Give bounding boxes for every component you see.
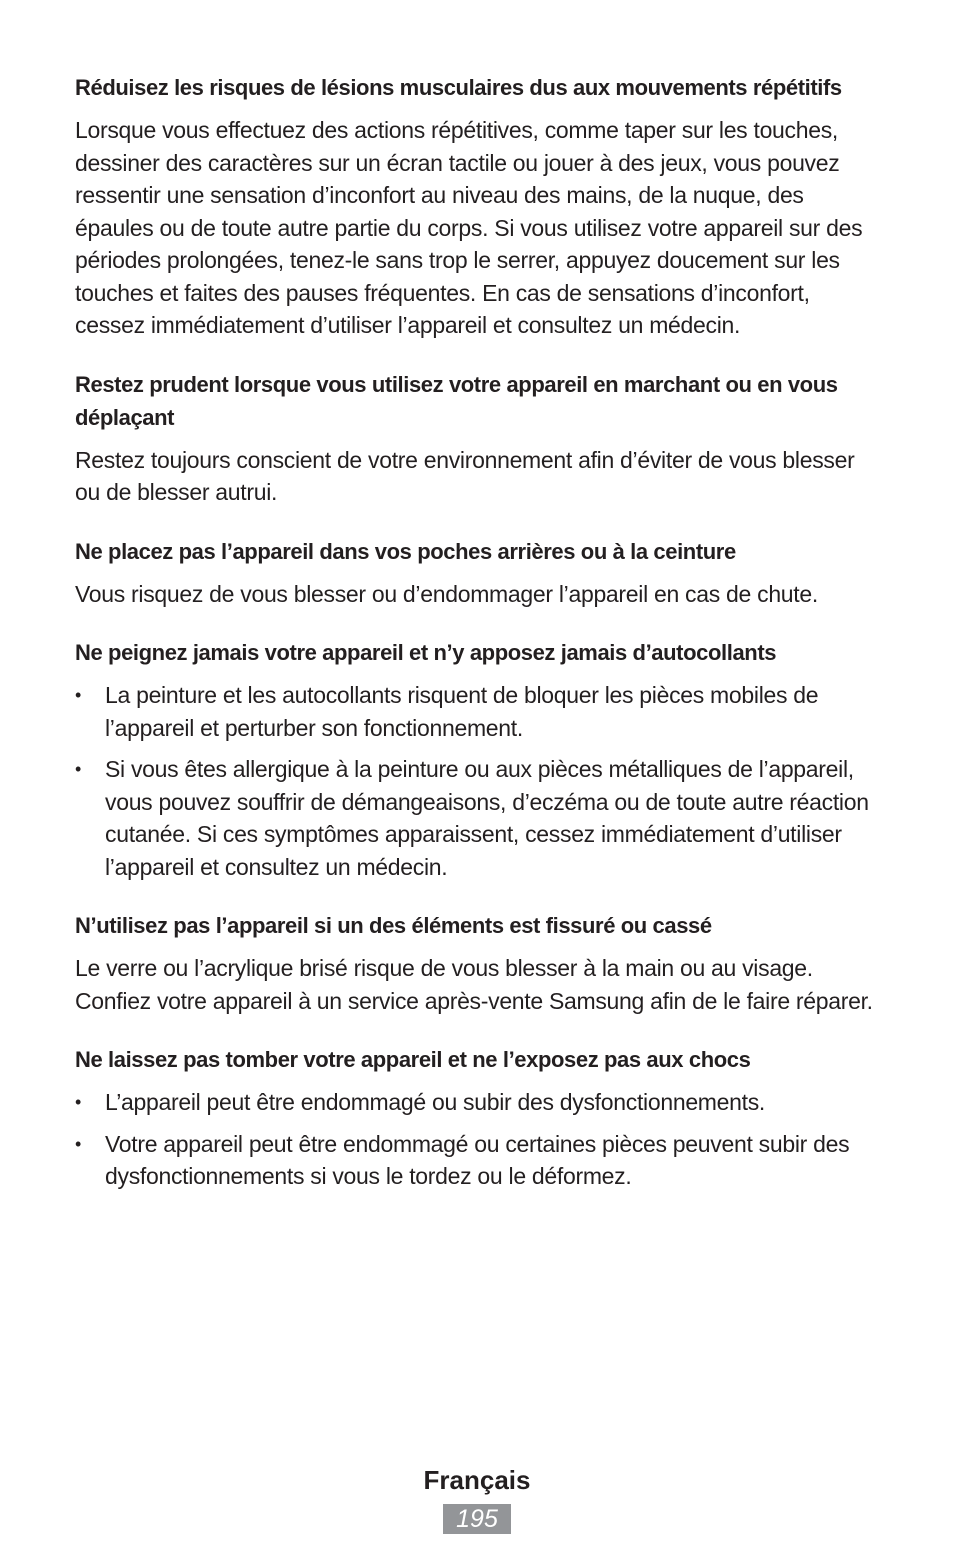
bullet-icon: • xyxy=(75,1133,82,1154)
list-item-text: Si vous êtes allergique à la peinture ou aux pièces métalliques de l’appareil, vous pouvez souffrir de démangeaisons, d’eczéma ou de toute autre réaction cutanée. Si ces symptômes apparaissent, cessez immédiatement d’utiliser l’appareil et consultez un médecin. xyxy=(105,756,869,880)
bullet-icon: • xyxy=(75,759,82,779)
section-heading: N’utilisez pas l’appareil si un des éléments est fissuré ou cassé xyxy=(75,913,712,938)
section-back-pocket xyxy=(75,535,885,611)
bullet-icon: • xyxy=(75,1092,82,1112)
page-number: 195 xyxy=(443,1504,511,1534)
section-cracked xyxy=(75,909,885,1017)
section-heading: Restez prudent lorsque vous utilisez votre appareil en marchant ou en vous déplaçant xyxy=(75,371,838,430)
list-item-text: La peinture et les autocollants risquent de bloquer les pièces mobiles de l’appareil et perturber son fonctionnement. xyxy=(105,682,819,741)
section-walking xyxy=(75,368,885,509)
section-heading: Réduisez les risques de lésions musculaires dus aux mouvements répétitifs xyxy=(75,75,842,100)
bullet-list xyxy=(75,679,885,883)
section-repetitive-motion xyxy=(75,71,885,342)
document-body xyxy=(75,71,885,1219)
footer-language: Français xyxy=(423,1465,531,1495)
section-paragraph: Le verre ou l’acrylique brisé risque de vous blesser à la main ou au visage. Confiez votre appareil à un service après-vente Samsung afin de le faire réparer. xyxy=(75,955,873,1014)
section-drop-shock xyxy=(75,1043,885,1193)
list-item xyxy=(75,679,885,744)
section-heading: Ne peignez jamais votre appareil et n’y apposez jamais d’autocollants xyxy=(75,640,777,665)
section-paragraph: Restez toujours conscient de votre environnement afin d’éviter de vous blesser ou de blesser autrui. xyxy=(75,446,855,505)
section-paragraph: Lorsque vous effectuez des actions répétitives, comme taper sur les touches, dessiner des caractères sur un écran tactile ou jouer à des jeux, vous pouvez ressentir une sensation d’inconfort au niveau des mains, de la nuque, des épaules ou de toute autre partie du corps. Si vous utilisez votre appareil sur des périodes prolongées, tenez-le sans trop le serrer, appuyez doucement sur les touches et faites des pauses fréquentes. En cas de sensations d’inconfort, cessez immédiatement d’utiliser l’appareil et consultez un médecin. xyxy=(75,117,863,338)
list-item xyxy=(75,753,885,883)
list-item xyxy=(75,1128,885,1193)
section-paint-stickers xyxy=(75,636,885,883)
section-heading: Ne laissez pas tomber votre appareil et ne l’exposez pas aux chocs xyxy=(75,1047,751,1072)
section-paragraph: Vous risquez de vous blesser ou d’endommager l’appareil en cas de chute. xyxy=(75,580,818,607)
section-heading: Ne placez pas l’appareil dans vos poches arrières ou à la ceinture xyxy=(75,538,736,564)
list-item xyxy=(75,1086,885,1119)
bullet-icon: • xyxy=(75,685,82,705)
bullet-list xyxy=(75,1086,885,1193)
list-item-text: L’appareil peut être endommagé ou subir des dysfonctionnements. xyxy=(105,1089,766,1115)
list-item-text: Votre appareil peut être endommagé ou certaines pièces peuvent subir des dysfonctionnements si vous le tordez ou le déformez. xyxy=(105,1130,850,1189)
page-footer xyxy=(0,1460,954,1534)
